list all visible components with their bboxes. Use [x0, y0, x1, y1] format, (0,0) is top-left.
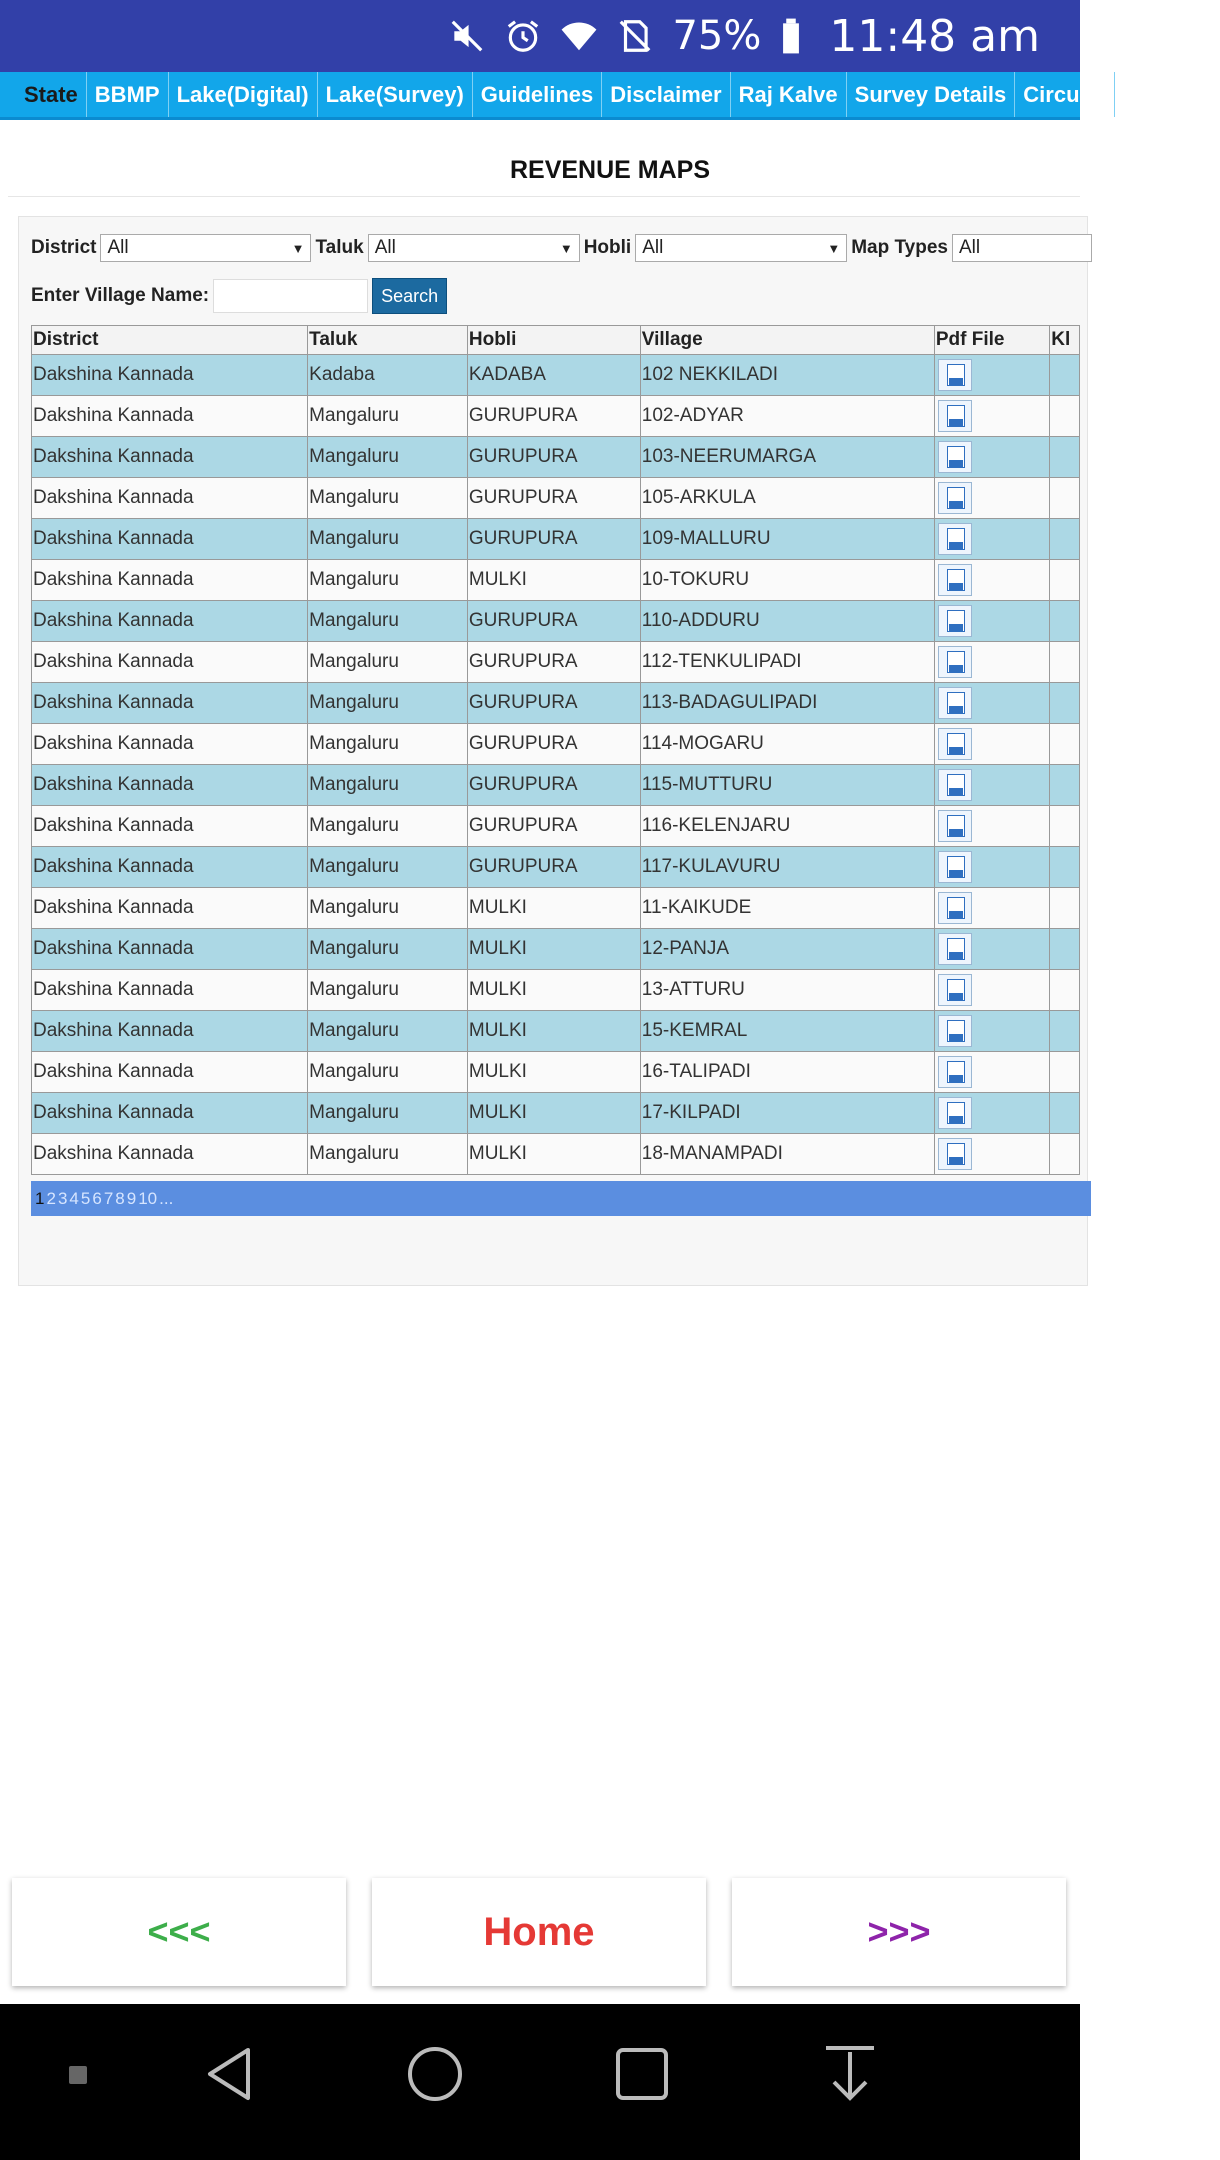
cell-pdf-file [934, 806, 1049, 847]
home-circle-icon[interactable] [405, 2044, 465, 2104]
cell-taluk: Mangaluru [308, 888, 468, 929]
pdf-file-icon[interactable] [938, 974, 972, 1006]
mute-icon [448, 17, 486, 55]
table-body [32, 355, 1080, 1175]
cell-village: 105-ARKULA [640, 478, 934, 519]
cell-hobli: GURUPURA [467, 847, 640, 888]
village-name-input[interactable] [213, 279, 368, 313]
col-header-hobli: Hobli [467, 326, 640, 355]
recent-dot-icon[interactable] [47, 2044, 107, 2104]
wifi-icon [560, 17, 598, 55]
page-link[interactable]: 7 [103, 1188, 114, 1208]
pdf-file-icon[interactable] [938, 728, 972, 760]
table-row [32, 642, 1080, 683]
taluk-label: Taluk [315, 237, 364, 258]
tab-raj-kalve[interactable]: Raj Kalve [731, 72, 847, 117]
table-row [32, 847, 1080, 888]
cell-kml [1050, 970, 1080, 1011]
cell-district: Dakshina Kannada [32, 683, 308, 724]
table-row [32, 560, 1080, 601]
cell-kml [1050, 437, 1080, 478]
cell-hobli: GURUPURA [467, 724, 640, 765]
pdf-file-icon[interactable] [938, 564, 972, 596]
taluk-select[interactable] [368, 234, 580, 262]
cell-taluk: Mangaluru [308, 806, 468, 847]
pdf-file-icon[interactable] [938, 687, 972, 719]
pdf-file-icon[interactable] [938, 605, 972, 637]
cell-hobli: KADABA [467, 355, 640, 396]
cell-taluk: Mangaluru [308, 478, 468, 519]
tab-disclaimer[interactable]: Disclaimer [602, 72, 730, 117]
page-link[interactable]: 10 [138, 1188, 158, 1208]
cell-kml [1050, 888, 1080, 929]
pdf-file-icon[interactable] [938, 523, 972, 555]
cell-pdf-file [934, 1134, 1049, 1175]
status-icons [448, 0, 1040, 72]
table-row [32, 1052, 1080, 1093]
cell-taluk: Mangaluru [308, 1011, 468, 1052]
cell-district: Dakshina Kannada [32, 642, 308, 683]
village-label: Enter Village Name: [31, 285, 210, 306]
table-row [32, 806, 1080, 847]
table-row [32, 355, 1080, 396]
cell-hobli: GURUPURA [467, 478, 640, 519]
cell-hobli: GURUPURA [467, 765, 640, 806]
overview-square-icon[interactable] [612, 2044, 672, 2104]
tab-survey-details[interactable]: Survey Details [847, 72, 1016, 117]
cell-kml [1050, 1011, 1080, 1052]
cell-hobli: MULKI [467, 1011, 640, 1052]
cell-hobli: MULKI [467, 1093, 640, 1134]
cell-taluk: Mangaluru [308, 601, 468, 642]
cell-district: Dakshina Kannada [32, 1093, 308, 1134]
map-types-select[interactable] [952, 234, 1092, 262]
dropdown-arrow-icon: ▼ [291, 240, 305, 256]
cell-district: Dakshina Kannada [32, 601, 308, 642]
revenue-maps-table [31, 325, 1080, 1175]
map-types-value: All [958, 237, 981, 258]
clock: 11:48 am [829, 10, 1040, 62]
cell-pdf-file [934, 519, 1049, 560]
cell-pdf-file [934, 396, 1049, 437]
table-row [32, 888, 1080, 929]
cell-village: 117-KULAVURU [640, 847, 934, 888]
cell-hobli: GURUPURA [467, 396, 640, 437]
cell-village: 115-MUTTURU [640, 765, 934, 806]
page-link[interactable]: 6 [92, 1188, 102, 1208]
cell-kml [1050, 396, 1080, 437]
filter-row [31, 233, 1092, 263]
cell-village: 13-ATTURU [640, 970, 934, 1011]
pdf-file-icon[interactable] [938, 933, 972, 965]
cell-kml [1050, 355, 1080, 396]
cell-village: 113-BADAGULIPADI [640, 683, 934, 724]
village-search-row [31, 278, 447, 314]
cell-district: Dakshina Kannada [32, 478, 308, 519]
cell-hobli: MULKI [467, 929, 640, 970]
table-row [32, 970, 1080, 1011]
table-row [32, 724, 1080, 765]
cell-pdf-file [934, 929, 1049, 970]
cell-pdf-file [934, 601, 1049, 642]
cell-kml [1050, 806, 1080, 847]
cell-hobli: MULKI [467, 888, 640, 929]
status-bar [0, 0, 1080, 72]
cell-village: 116-KELENJARU [640, 806, 934, 847]
cell-village: 112-TENKULIPADI [640, 642, 934, 683]
cell-pdf-file [934, 683, 1049, 724]
cell-hobli: GURUPURA [467, 642, 640, 683]
cell-taluk: Kadaba [308, 355, 468, 396]
cell-hobli: GURUPURA [467, 806, 640, 847]
cell-pdf-file [934, 560, 1049, 601]
cell-pdf-file [934, 888, 1049, 929]
cell-village: 12-PANJA [640, 929, 934, 970]
cell-district: Dakshina Kannada [32, 847, 308, 888]
cell-village: 17-KILPADI [640, 1093, 934, 1134]
col-header-village: Village [640, 326, 934, 355]
page-title: REVENUE MAPS [509, 156, 711, 184]
cell-district: Dakshina Kannada [32, 724, 308, 765]
cell-taluk: Mangaluru [308, 396, 468, 437]
cell-kml [1050, 724, 1080, 765]
pdf-file-icon[interactable] [938, 441, 972, 473]
table-row [32, 437, 1080, 478]
cell-taluk: Mangaluru [308, 683, 468, 724]
cell-village: 103-NEERUMARGA [640, 437, 934, 478]
cell-village: 114-MOGARU [640, 724, 934, 765]
cell-pdf-file [934, 970, 1049, 1011]
table-header-row [32, 326, 1080, 355]
table-row [32, 1093, 1080, 1134]
dropdown-arrow-icon: ▼ [827, 240, 841, 256]
next-button[interactable]: >>> [732, 1878, 1066, 1986]
dropdown-arrow-icon: ▼ [559, 240, 573, 256]
table-row [32, 396, 1080, 437]
cell-hobli: MULKI [467, 970, 640, 1011]
pdf-file-icon[interactable] [938, 1138, 972, 1170]
cell-kml [1050, 847, 1080, 888]
pdf-file-icon[interactable] [938, 646, 972, 678]
cell-taluk: Mangaluru [308, 1134, 468, 1175]
cell-pdf-file [934, 437, 1049, 478]
pdf-file-icon[interactable] [938, 1056, 972, 1088]
cell-kml [1050, 929, 1080, 970]
hobli-select[interactable] [635, 234, 847, 262]
cell-taluk: Mangaluru [308, 929, 468, 970]
pdf-file-icon[interactable] [938, 400, 972, 432]
taluk-value: All [374, 237, 396, 258]
district-value: All [107, 237, 129, 258]
pdf-file-icon[interactable] [938, 1015, 972, 1047]
pdf-file-icon[interactable] [938, 892, 972, 924]
cell-pdf-file [934, 724, 1049, 765]
cell-district: Dakshina Kannada [32, 970, 308, 1011]
cell-village: 102-ADYAR [640, 396, 934, 437]
tab-state[interactable]: State [0, 72, 87, 117]
cell-kml [1050, 1052, 1080, 1093]
pdf-file-icon[interactable] [938, 482, 972, 514]
cell-hobli: GURUPURA [467, 519, 640, 560]
table-row [32, 765, 1080, 806]
back-icon[interactable] [200, 2044, 260, 2104]
site-nav-tabs [0, 72, 1107, 120]
home-button[interactable]: Home [372, 1878, 706, 1986]
cell-taluk: Mangaluru [308, 1093, 468, 1134]
tab-lake-digital[interactable]: Lake(Digital) [169, 72, 318, 117]
download-icon[interactable] [820, 2044, 880, 2104]
pdf-file-icon[interactable] [938, 359, 972, 391]
cell-village: 110-ADDURU [640, 601, 934, 642]
cell-district: Dakshina Kannada [32, 806, 308, 847]
cell-village: 102 NEKKILADI [640, 355, 934, 396]
cell-hobli: GURUPURA [467, 437, 640, 478]
cell-taluk: Mangaluru [308, 1052, 468, 1093]
map-types-label: Map Types [851, 237, 948, 258]
cell-pdf-file [934, 765, 1049, 806]
no-sim-icon [616, 17, 654, 55]
cell-pdf-file [934, 355, 1049, 396]
table-row [32, 519, 1080, 560]
prev-button[interactable]: <<< [12, 1878, 346, 1986]
page-current: 1 [35, 1188, 45, 1208]
cell-pdf-file [934, 847, 1049, 888]
table-row [32, 683, 1080, 724]
cell-taluk: Mangaluru [308, 560, 468, 601]
tab-lake-survey[interactable]: Lake(Survey) [318, 72, 473, 117]
pdf-file-icon[interactable] [938, 810, 972, 842]
cell-village: 10-TOKURU [640, 560, 934, 601]
col-header-district: District [32, 326, 308, 355]
page-link[interactable]: 3 [57, 1188, 68, 1208]
cell-kml [1050, 601, 1080, 642]
cell-district: Dakshina Kannada [32, 888, 308, 929]
hobli-value: All [642, 237, 664, 258]
page-link[interactable]: 8 [115, 1188, 125, 1208]
alarm-icon [504, 17, 542, 55]
page-link[interactable]: 4 [69, 1188, 79, 1208]
cell-district: Dakshina Kannada [32, 929, 308, 970]
cell-hobli: GURUPURA [467, 601, 640, 642]
page-link[interactable]: 9 [126, 1188, 137, 1208]
cell-hobli: MULKI [467, 1052, 640, 1093]
pdf-file-icon[interactable] [938, 769, 972, 801]
table-row [32, 1134, 1080, 1175]
cell-district: Dakshina Kannada [32, 519, 308, 560]
district-select[interactable] [100, 234, 311, 262]
cell-taluk: Mangaluru [308, 642, 468, 683]
col-header-kml: Kl [1050, 326, 1080, 355]
cell-village: 18-MANAMPADI [640, 1134, 934, 1175]
cell-taluk: Mangaluru [308, 847, 468, 888]
col-header-taluk: Taluk [308, 326, 468, 355]
cell-village: 11-KAIKUDE [640, 888, 934, 929]
cell-taluk: Mangaluru [308, 519, 468, 560]
cell-kml [1050, 560, 1080, 601]
col-header-pdf-file: Pdf File [934, 326, 1049, 355]
cell-hobli: MULKI [467, 560, 640, 601]
cell-hobli: GURUPURA [467, 683, 640, 724]
cell-hobli: MULKI [467, 1134, 640, 1175]
cell-district: Dakshina Kannada [32, 1011, 308, 1052]
table-row [32, 929, 1080, 970]
cell-district: Dakshina Kannada [32, 1134, 308, 1175]
title-divider [8, 196, 1080, 197]
cell-kml [1050, 1093, 1080, 1134]
cell-taluk: Mangaluru [308, 724, 468, 765]
cell-kml [1050, 1134, 1080, 1175]
table-row [32, 1011, 1080, 1052]
cell-taluk: Mangaluru [308, 437, 468, 478]
cell-pdf-file [934, 478, 1049, 519]
cell-pdf-file [934, 1011, 1049, 1052]
cell-pdf-file [934, 1093, 1049, 1134]
cell-village: 16-TALIPADI [640, 1052, 934, 1093]
cell-kml [1050, 478, 1080, 519]
tab-circular[interactable]: Circular [1015, 72, 1115, 117]
pdf-file-icon[interactable] [938, 1097, 972, 1129]
pagination [31, 1181, 1091, 1216]
cell-district: Dakshina Kannada [32, 396, 308, 437]
hobli-label: Hobli [583, 237, 632, 258]
cell-kml [1050, 765, 1080, 806]
cell-village: 109-MALLURU [640, 519, 934, 560]
cell-taluk: Mangaluru [308, 970, 468, 1011]
pdf-file-icon[interactable] [938, 851, 972, 883]
battery-percent: 75% [672, 13, 762, 59]
cell-district: Dakshina Kannada [32, 765, 308, 806]
district-label: District [31, 237, 97, 258]
cell-district: Dakshina Kannada [32, 355, 308, 396]
search-button[interactable]: Search [372, 278, 447, 314]
cell-kml [1050, 519, 1080, 560]
cell-district: Dakshina Kannada [32, 560, 308, 601]
page-link[interactable]: 2 [46, 1188, 56, 1208]
battery-icon [779, 17, 803, 55]
page-link[interactable]: 5 [80, 1188, 91, 1208]
table-row [32, 478, 1080, 519]
cell-pdf-file [934, 642, 1049, 683]
system-nav-bar [0, 2004, 1080, 2160]
table-row [32, 601, 1080, 642]
cell-kml [1050, 683, 1080, 724]
cell-kml [1050, 642, 1080, 683]
tab-guidelines[interactable]: Guidelines [473, 72, 602, 117]
cell-pdf-file [934, 1052, 1049, 1093]
cell-taluk: Mangaluru [308, 765, 468, 806]
tab-bbmp[interactable]: BBMP [87, 72, 169, 117]
cell-district: Dakshina Kannada [32, 437, 308, 478]
cell-district: Dakshina Kannada [32, 1052, 308, 1093]
page-link[interactable]: ... [159, 1188, 174, 1208]
cell-village: 15-KEMRAL [640, 1011, 934, 1052]
